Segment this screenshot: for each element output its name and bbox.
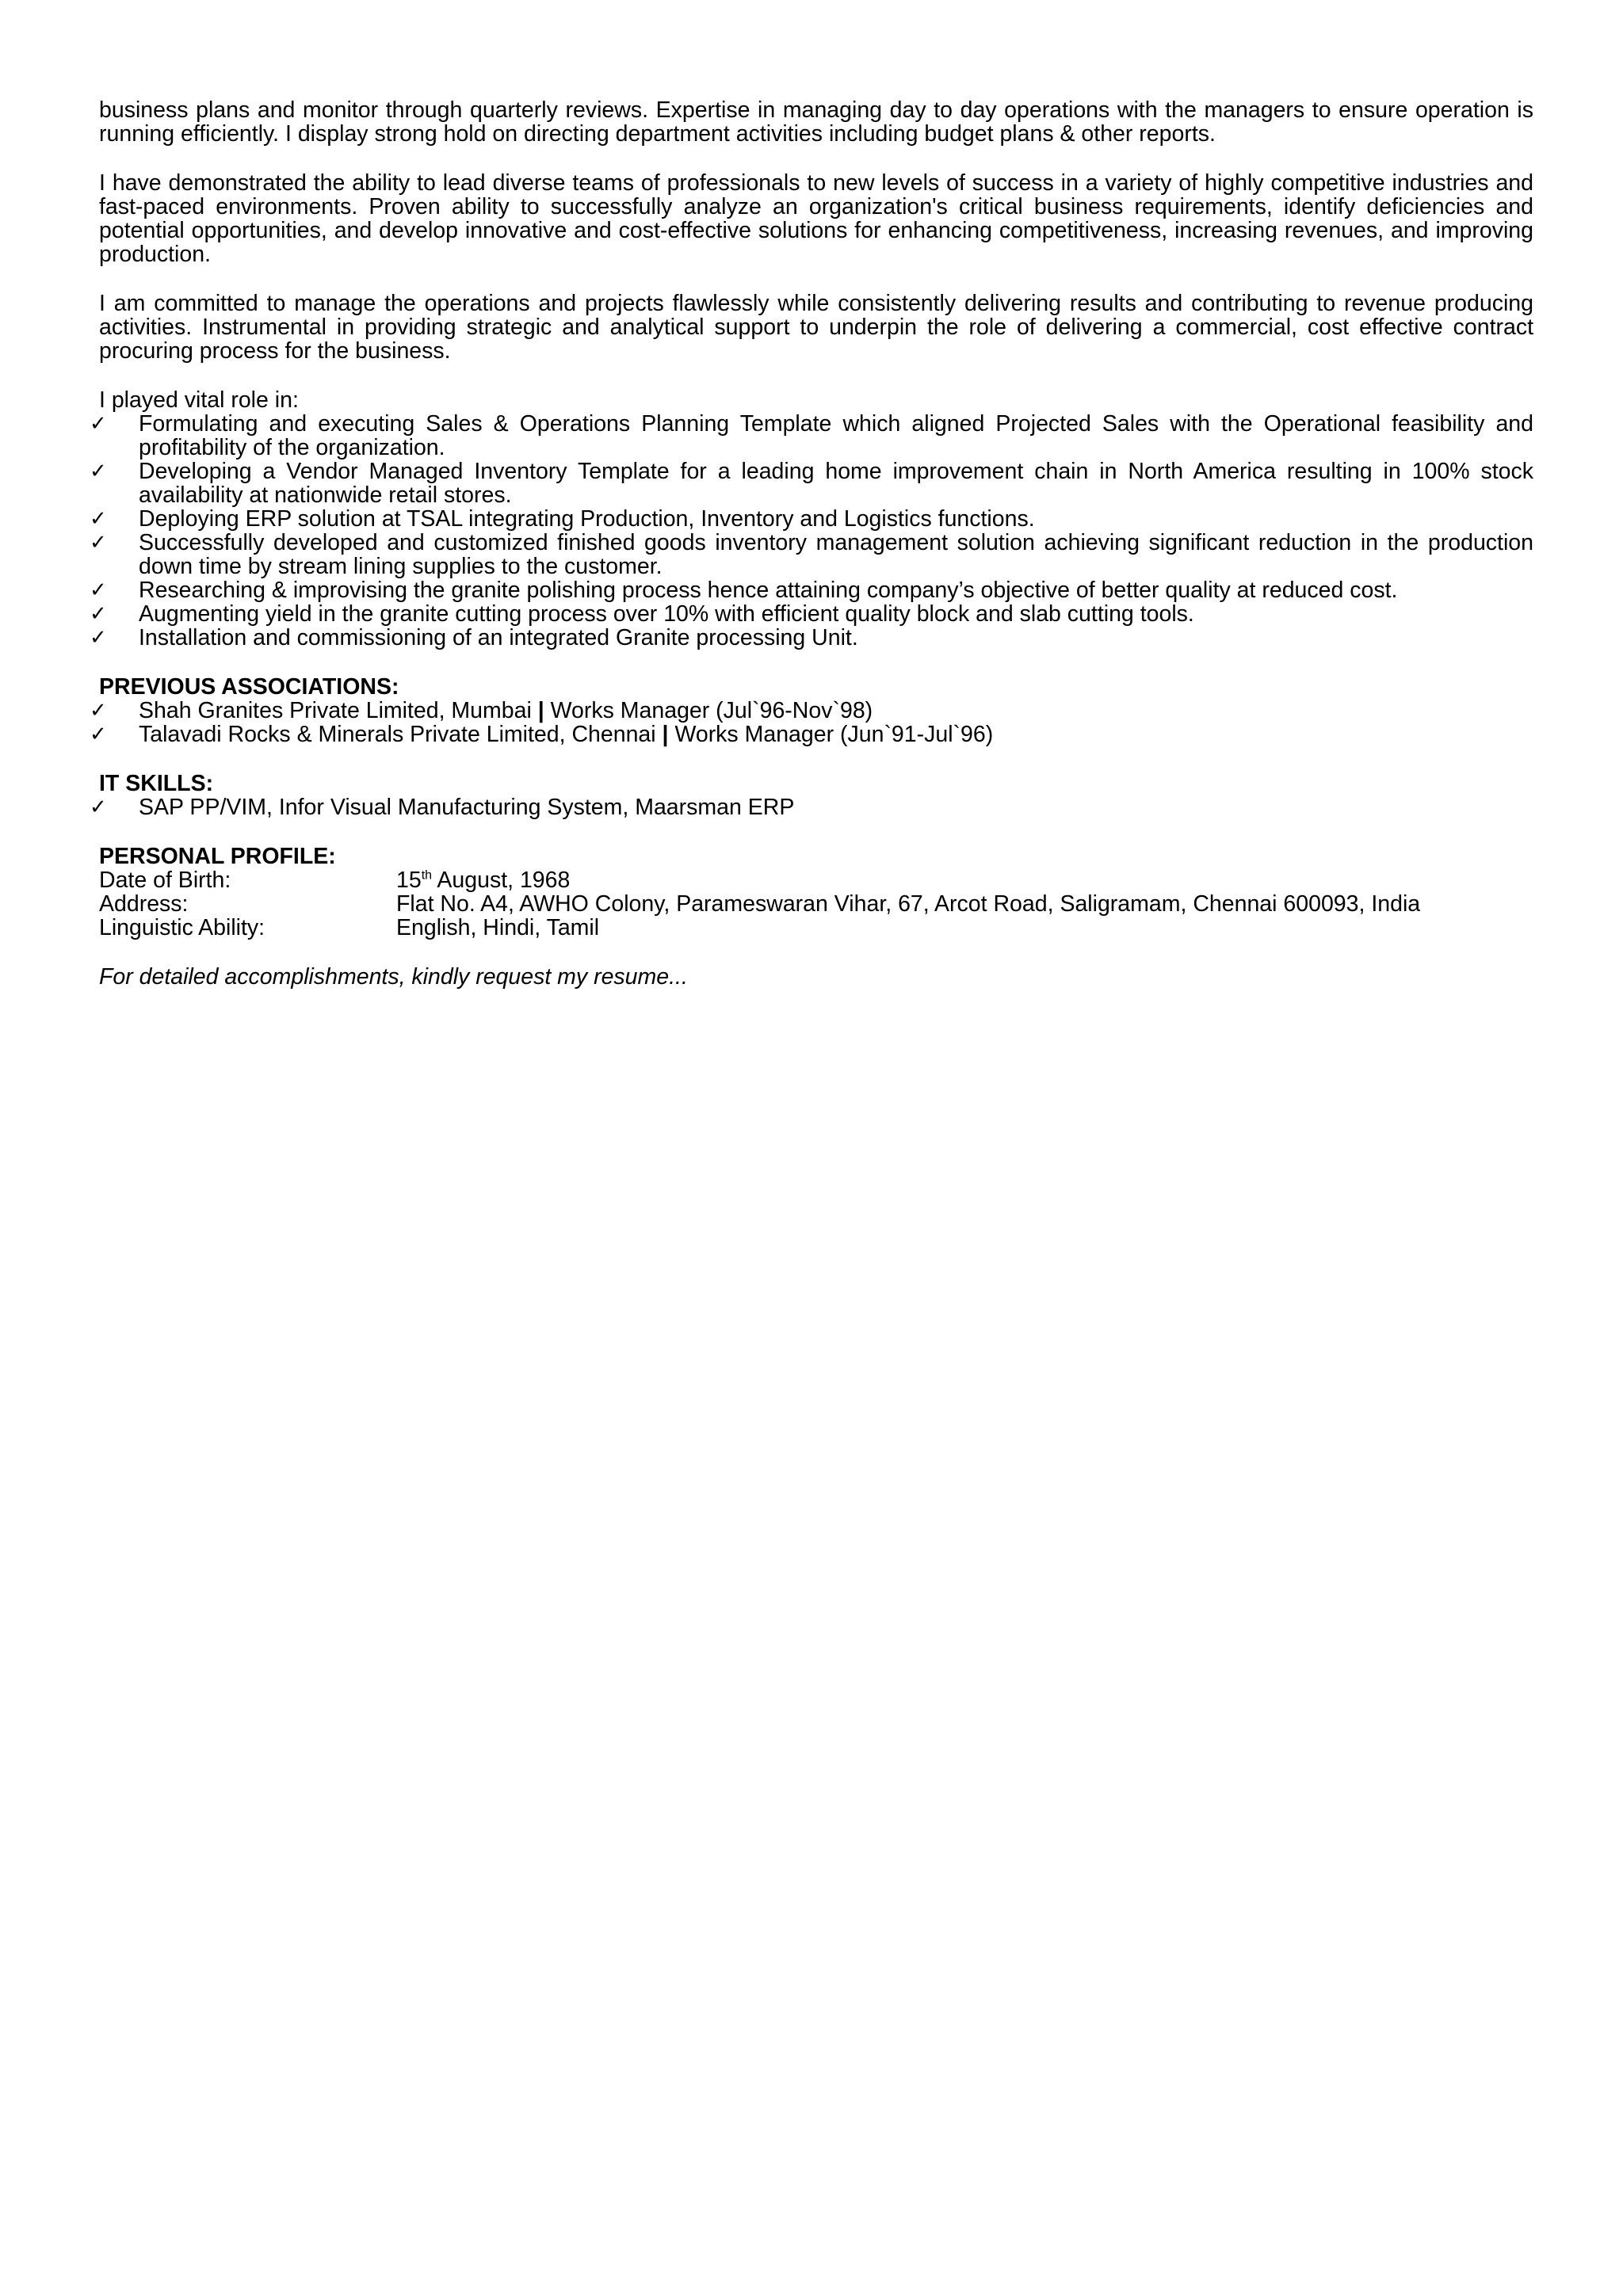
- checkmark-icon: ✓: [90, 723, 107, 746]
- list-item-text: SAP PP/VIM, Infor Visual Manufacturing System, Maarsman ERP: [139, 795, 795, 820]
- list-item-text: Deploying ERP solution at TSAL integrating Production, Inventory and Logistics functions.: [139, 506, 1035, 532]
- list-item: [90, 625, 1533, 650]
- checkmark-icon: ✓: [90, 412, 107, 436]
- list-item: [90, 722, 1533, 747]
- list-item-text: Researching & improvising the granite polishing process hence attaining company’s objective of better quality at reduced cost.: [139, 578, 1398, 603]
- list-item-text: Installation and commissioning of an integrated Granite processing Unit.: [139, 625, 858, 650]
- associations-list: [90, 698, 1533, 747]
- dob-rest: August, 1968: [432, 868, 571, 893]
- checkmark-icon: ✓: [90, 460, 107, 483]
- list-item: [90, 578, 1533, 603]
- previous-associations-section: [90, 674, 1533, 747]
- language-label: Linguistic Ability:: [99, 915, 265, 940]
- checkmark-icon: ✓: [90, 531, 107, 555]
- list-item: [90, 411, 1533, 460]
- list-item: [90, 459, 1533, 508]
- language-value: English, Hindi, Tamil: [396, 915, 600, 940]
- checkmark-icon: ✓: [90, 699, 107, 723]
- closing-note: For detailed accomplishments, kindly request my resume...: [99, 964, 688, 990]
- it-skills-section: [90, 771, 1533, 820]
- company-name: Talavadi Rocks & Minerals Private Limited, Chennai: [139, 722, 656, 747]
- company-name: Shah Granites Private Limited, Mumbai: [139, 698, 532, 723]
- section-heading: PREVIOUS ASSOCIATIONS:: [99, 674, 399, 700]
- list-item-text: Formulating and executing Sales & Operations Planning Template which aligned Projected Sales with the Operational feasibility and profitability of the organization.: [139, 411, 1533, 460]
- list-item-text: Successfully developed and customized finished goods inventory management solution achieving significant reduction in the production down time by stream lining supplies to the customer.: [139, 530, 1533, 579]
- list-item-text: Augmenting yield in the granite cutting process over 10% with efficient quality block and slab cutting tools.: [139, 601, 1194, 627]
- section-heading: PERSONAL PROFILE:: [99, 844, 336, 869]
- profile-row-dob: [99, 868, 1533, 892]
- dob-label: Date of Birth:: [99, 868, 231, 893]
- dob-suffix: th: [421, 868, 433, 883]
- roles-section: [90, 387, 1533, 650]
- job-role: Works Manager (Jul`96-Nov`98): [550, 698, 873, 723]
- list-item: [90, 530, 1533, 579]
- section-heading: IT SKILLS:: [99, 771, 214, 796]
- list-item: [90, 506, 1533, 532]
- profile-row-language: [99, 916, 1533, 940]
- profile-row-address: [99, 892, 1533, 916]
- separator: |: [537, 698, 544, 723]
- dob-value: [396, 868, 1533, 892]
- job-role: Works Manager (Jun`91-Jul`96): [674, 722, 994, 747]
- list-item: [90, 698, 1533, 723]
- checkmark-icon: ✓: [90, 578, 107, 602]
- address-label: Address:: [99, 891, 189, 917]
- personal-profile-section: [99, 845, 1533, 940]
- list-item-text: Developing a Vendor Managed Inventory Template for a leading home improvement chain in North America resulting in 100% stock availability at nationwide retail stores.: [139, 459, 1533, 508]
- list-item: [90, 795, 1533, 820]
- checkmark-icon: ✓: [90, 626, 107, 650]
- summary-paragraph: I have demonstrated the ability to lead diverse teams of professionals to new levels of success in a variety of highly competitive industries and fast-paced environments. Proven ability to successfully analyze an organization's critical business requirements, identify deficiencies and potential opportunities, and develop innovative and cost-effective solutions for enhancing competitiveness, increasing revenues, and improving production.: [99, 170, 1533, 267]
- separator: |: [662, 722, 669, 747]
- checkmark-icon: ✓: [90, 507, 107, 531]
- skills-list: [90, 795, 1533, 820]
- summary-paragraph: I am committed to manage the operations and projects flawlessly while consistently delivering results and contributing to revenue producing activities. Instrumental in providing strategic and analytical support to underpin the role of delivering a commercial, cost effective contract procuring process for the business.: [99, 291, 1533, 364]
- page-content: [90, 97, 1533, 990]
- checkmark-icon: ✓: [90, 602, 107, 626]
- summary-paragraph: business plans and monitor through quarterly reviews. Expertise in managing day to day operations with the managers to ensure operation is running efficiently. I display strong hold on directing department activities including budget plans & other reports.: [99, 97, 1533, 147]
- address-value: Flat No. A4, AWHO Colony, Parameswaran Vihar, 67, Arcot Road, Saligramam, Chennai 600093, India: [396, 891, 1421, 917]
- list-item: [90, 601, 1533, 627]
- roles-intro: I played vital role in:: [99, 387, 299, 413]
- checkmark-icon: ✓: [90, 795, 107, 819]
- dob-day: 15: [396, 868, 422, 893]
- roles-list: [90, 411, 1533, 650]
